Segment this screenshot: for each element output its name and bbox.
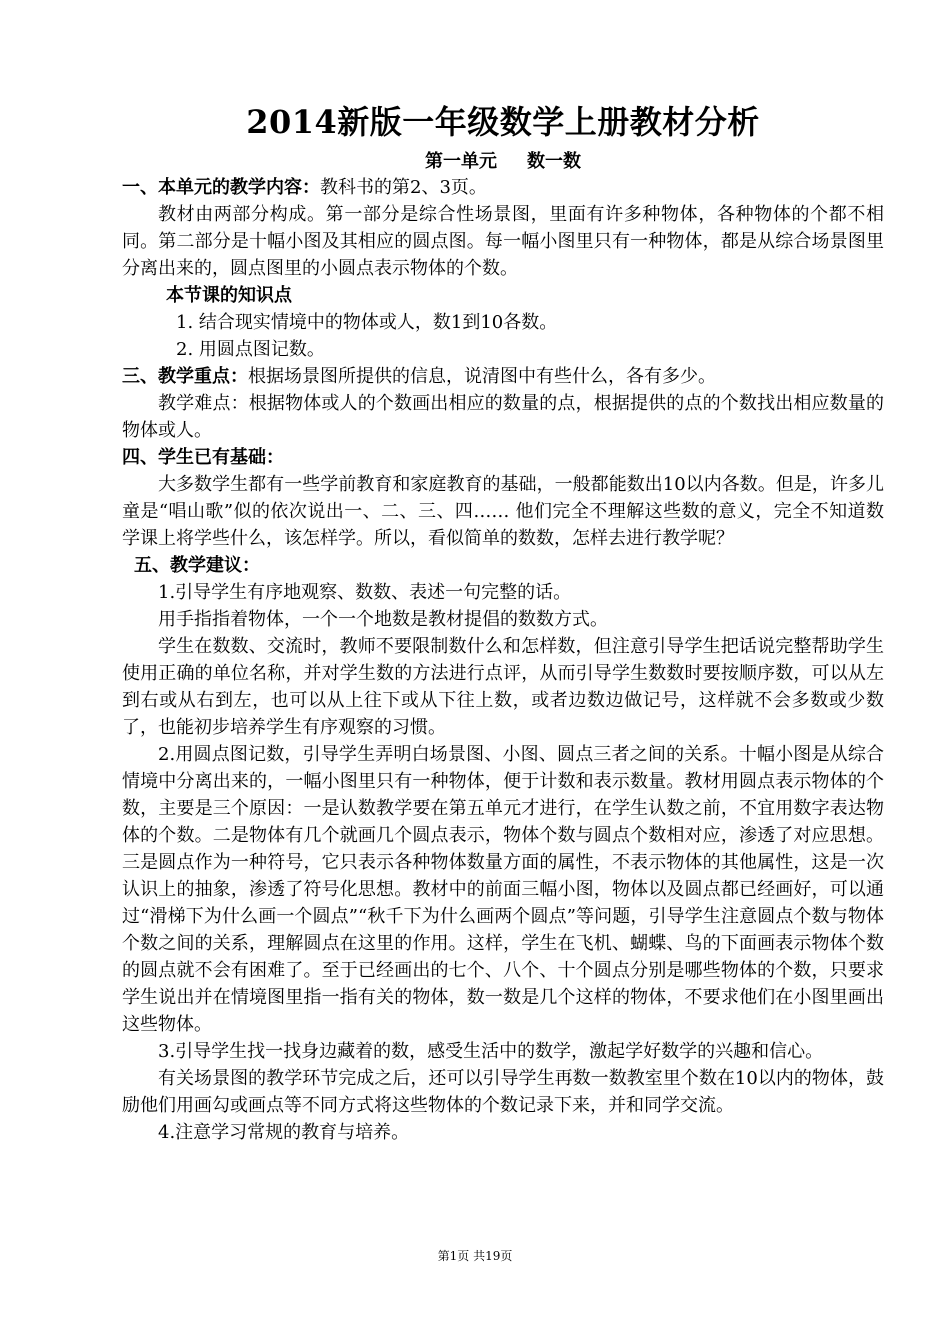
section-3 bbox=[122, 363, 884, 390]
paragraph-difficulty: 教学难点：根据物体或人的个数画出相应的数量的点，根据提供的点的个数找出相应数量的物体或人。 bbox=[122, 393, 884, 441]
advice-1: 1.引导学生有序地观察、数数、表述一句完整的话。 bbox=[158, 582, 572, 603]
section-1 bbox=[122, 174, 884, 201]
unit-heading bbox=[122, 150, 884, 174]
paragraph-foundation: 大多数学生都有一些学前教育和家庭教育的基础，一般都能数出10以内各数。但是，许多儿童是“唱山歌”似的依次说出一、二、三、四…… 他们完全不理解这些数的意义，完全不知道数学课上将学些什么，该怎样学。所以，看似简单的数数，怎样去进行教学呢？ bbox=[122, 474, 884, 549]
document-title: 2014新版一年级数学上册教材分析 bbox=[246, 103, 760, 141]
advice-1-detail-b: 学生在数数、交流时，教师不要限制数什么和怎样数，但注意引导学生把话说完整帮助学生使用正确的单位名称，并对学生数的方法进行点评，从而引导学生数数时要按顺序数，可以从左到右或从右到左，也可以从上往下或从下往上数，或者边数边做记号，这样就不会多数或少数了，也能初步培养学生有序观察的习惯。 bbox=[122, 636, 884, 738]
section-3-heading: 三、教学重点： bbox=[122, 366, 248, 387]
section-5-heading: 五、教学建议： bbox=[134, 555, 260, 576]
unit-name: 第一单元 bbox=[425, 151, 497, 172]
advice-4: 4.注意学习常规的教育与培养。 bbox=[158, 1122, 410, 1143]
knowledge-points-heading: 本节课的知识点 bbox=[166, 285, 292, 306]
advice-3: 3.引导学生找一找身边藏着的数，感受生活中的数学，激起学好数学的兴趣和信心。 bbox=[158, 1041, 824, 1062]
advice-1-detail-a: 用手指指着物体，一个一个地数是教材提倡的数数方式。 bbox=[158, 609, 608, 630]
document-body bbox=[122, 100, 884, 1146]
section-1-heading: 一、本单元的教学内容： bbox=[122, 177, 320, 198]
page-footer: 第1页 共19页 bbox=[437, 1249, 513, 1263]
advice-3-detail: 有关场景图的教学环节完成之后，还可以引导学生再数一数教室里个数在10以内的物体，鼓励他们用画勾或画点等不同方式将这些物体的个数记录下来，并和同学交流。 bbox=[122, 1068, 884, 1116]
knowledge-point-2: 2. 用圆点图记数。 bbox=[176, 339, 325, 360]
section-3-text: 根据场景图所提供的信息，说清图中有些什么，各有多少。 bbox=[248, 366, 716, 387]
advice-2: 2.用圆点图记数，引导学生弄明白场景图、小图、圆点三者之间的关系。十幅小图是从综合情境中分离出来的，一幅小图里只有一种物体，便于计数和表示数量。教材用圆点表示物体的个数，主要是三个原因：一是认数教学要在第五单元才进行，在学生认数之前，不宜用数字表达物体的个数。二是物体有几个就画几个圆点表示，物体个数与圆点个数相对应，渗透了对应思想。三是圆点作为一种符号，它只表示各种物体数量方面的属性，不表示物体的其他属性，这是一次认识上的抽象，渗透了符号化思想。教材中的前面三幅小图，物体以及圆点都已经画好，可以通过“滑梯下为什么画一个圆点”“秋千下为什么画两个圆点”等问题，引导学生注意圆点个数与物体个数之间的关系，理解圆点在这里的作用。这样，学生在飞机、蝴蝶、鸟的下面画表示物体个数的圆点就不会有困难了。至于已经画出的七个、八个、十个圆点分别是哪些物体的个数，只要求学生说出并在情境图里指一指有关的物体，数一数是几个这样的物体，不要求他们在小图里画出这些物体。 bbox=[122, 744, 884, 1035]
paragraph-materials: 教材由两部分构成。第一部分是综合性场景图，里面有许多种物体，各种物体的个都不相同。第二部分是十幅小图及其相应的圆点图。每一幅小图里只有一种物体，都是从综合场景图里分离出来的，圆点图里的小圆点表示物体的个数。 bbox=[122, 204, 884, 279]
knowledge-point-1: 1. 结合现实情境中的物体或人，数1到10各数。 bbox=[176, 312, 558, 333]
section-1-text: 教科书的第2、3页。 bbox=[320, 177, 487, 198]
unit-topic: 数一数 bbox=[527, 151, 581, 172]
section-4-heading: 四、学生已有基础： bbox=[122, 447, 284, 468]
